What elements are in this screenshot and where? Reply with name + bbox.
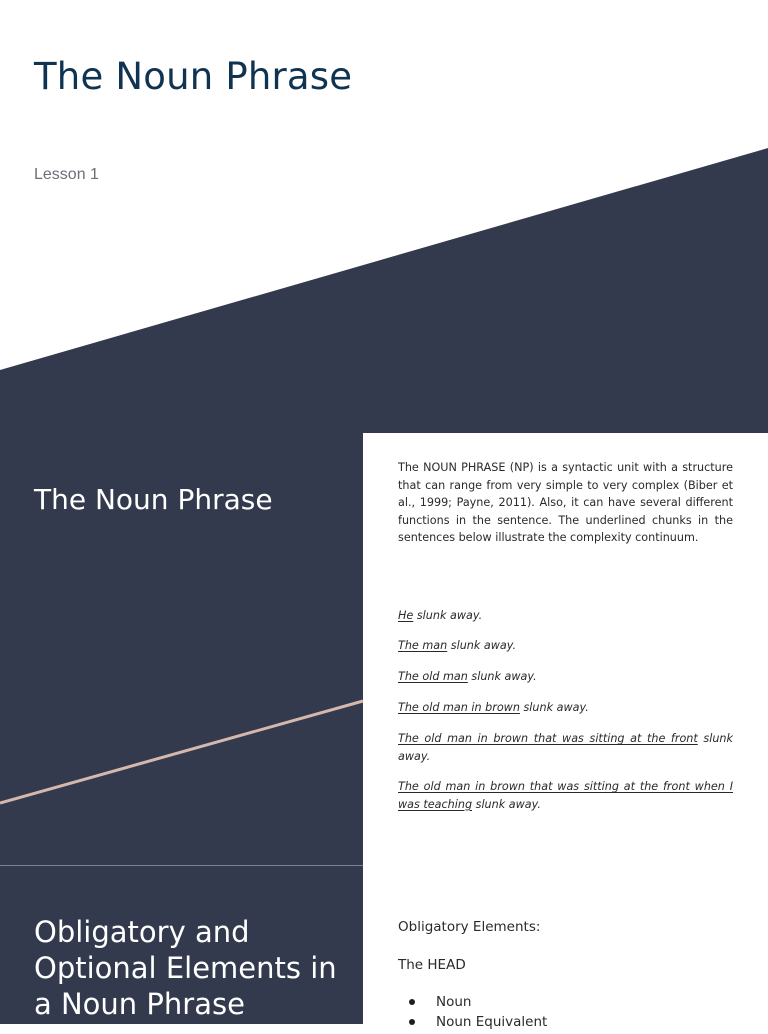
intro-paragraph: The NOUN PHRASE (NP) is a syntactic unit with a structure that can range from very simple to very complex (Biber et al., 1999; Payne, 2011). Also, it can have several different functions in the sentence. The underlined chunks in the sentences below illustrate the complexity continuum. <box>398 461 733 545</box>
content-panel-2 <box>363 866 768 1030</box>
slide-title-elements: Obligatory and Optional Elements in a Noun Phrase <box>34 915 337 1021</box>
sentence-rest: slunk away. <box>398 732 734 763</box>
example-sentence <box>398 730 733 765</box>
bullet-icon <box>409 999 415 1005</box>
noun-phrase-chunk: The old man in brown that was sitting at the front <box>398 732 698 745</box>
example-sentence <box>398 778 733 813</box>
section-heading: Obligatory Elements: <box>398 919 541 935</box>
list-item-label: Noun Equivalent <box>436 1014 548 1030</box>
noun-phrase-chunk: He <box>398 609 414 622</box>
bullet-list <box>398 994 547 1034</box>
sentence-rest: slunk away. <box>413 609 483 622</box>
page-title: The Noun Phrase <box>34 55 353 98</box>
example-sentence <box>398 637 733 655</box>
list-item <box>398 1014 547 1034</box>
example-sentence <box>398 607 733 625</box>
lesson-subtitle: Lesson 1 <box>34 166 99 183</box>
slide-title-noun-phrase: The Noun Phrase <box>34 483 273 516</box>
content-panel <box>363 433 768 866</box>
example-sentence <box>398 668 733 686</box>
bullet-icon <box>409 1019 415 1025</box>
sentence-rest: slunk away. <box>519 701 589 714</box>
sentence-rest: slunk away. <box>467 670 537 683</box>
sentence-rest: slunk away. <box>472 797 541 811</box>
list-item <box>398 994 547 1014</box>
section-subheading: The HEAD <box>398 957 466 973</box>
noun-phrase-chunk: The old man in brown that was sitting at the front when I was teaching <box>398 780 733 811</box>
list-item-label: Noun <box>436 994 472 1010</box>
noun-phrase-chunk: The old man in brown <box>398 701 520 714</box>
example-sentence <box>398 699 733 717</box>
noun-phrase-chunk: The man <box>398 639 448 652</box>
noun-phrase-chunk: The old man <box>398 670 468 683</box>
sentence-rest: slunk away. <box>447 639 517 652</box>
